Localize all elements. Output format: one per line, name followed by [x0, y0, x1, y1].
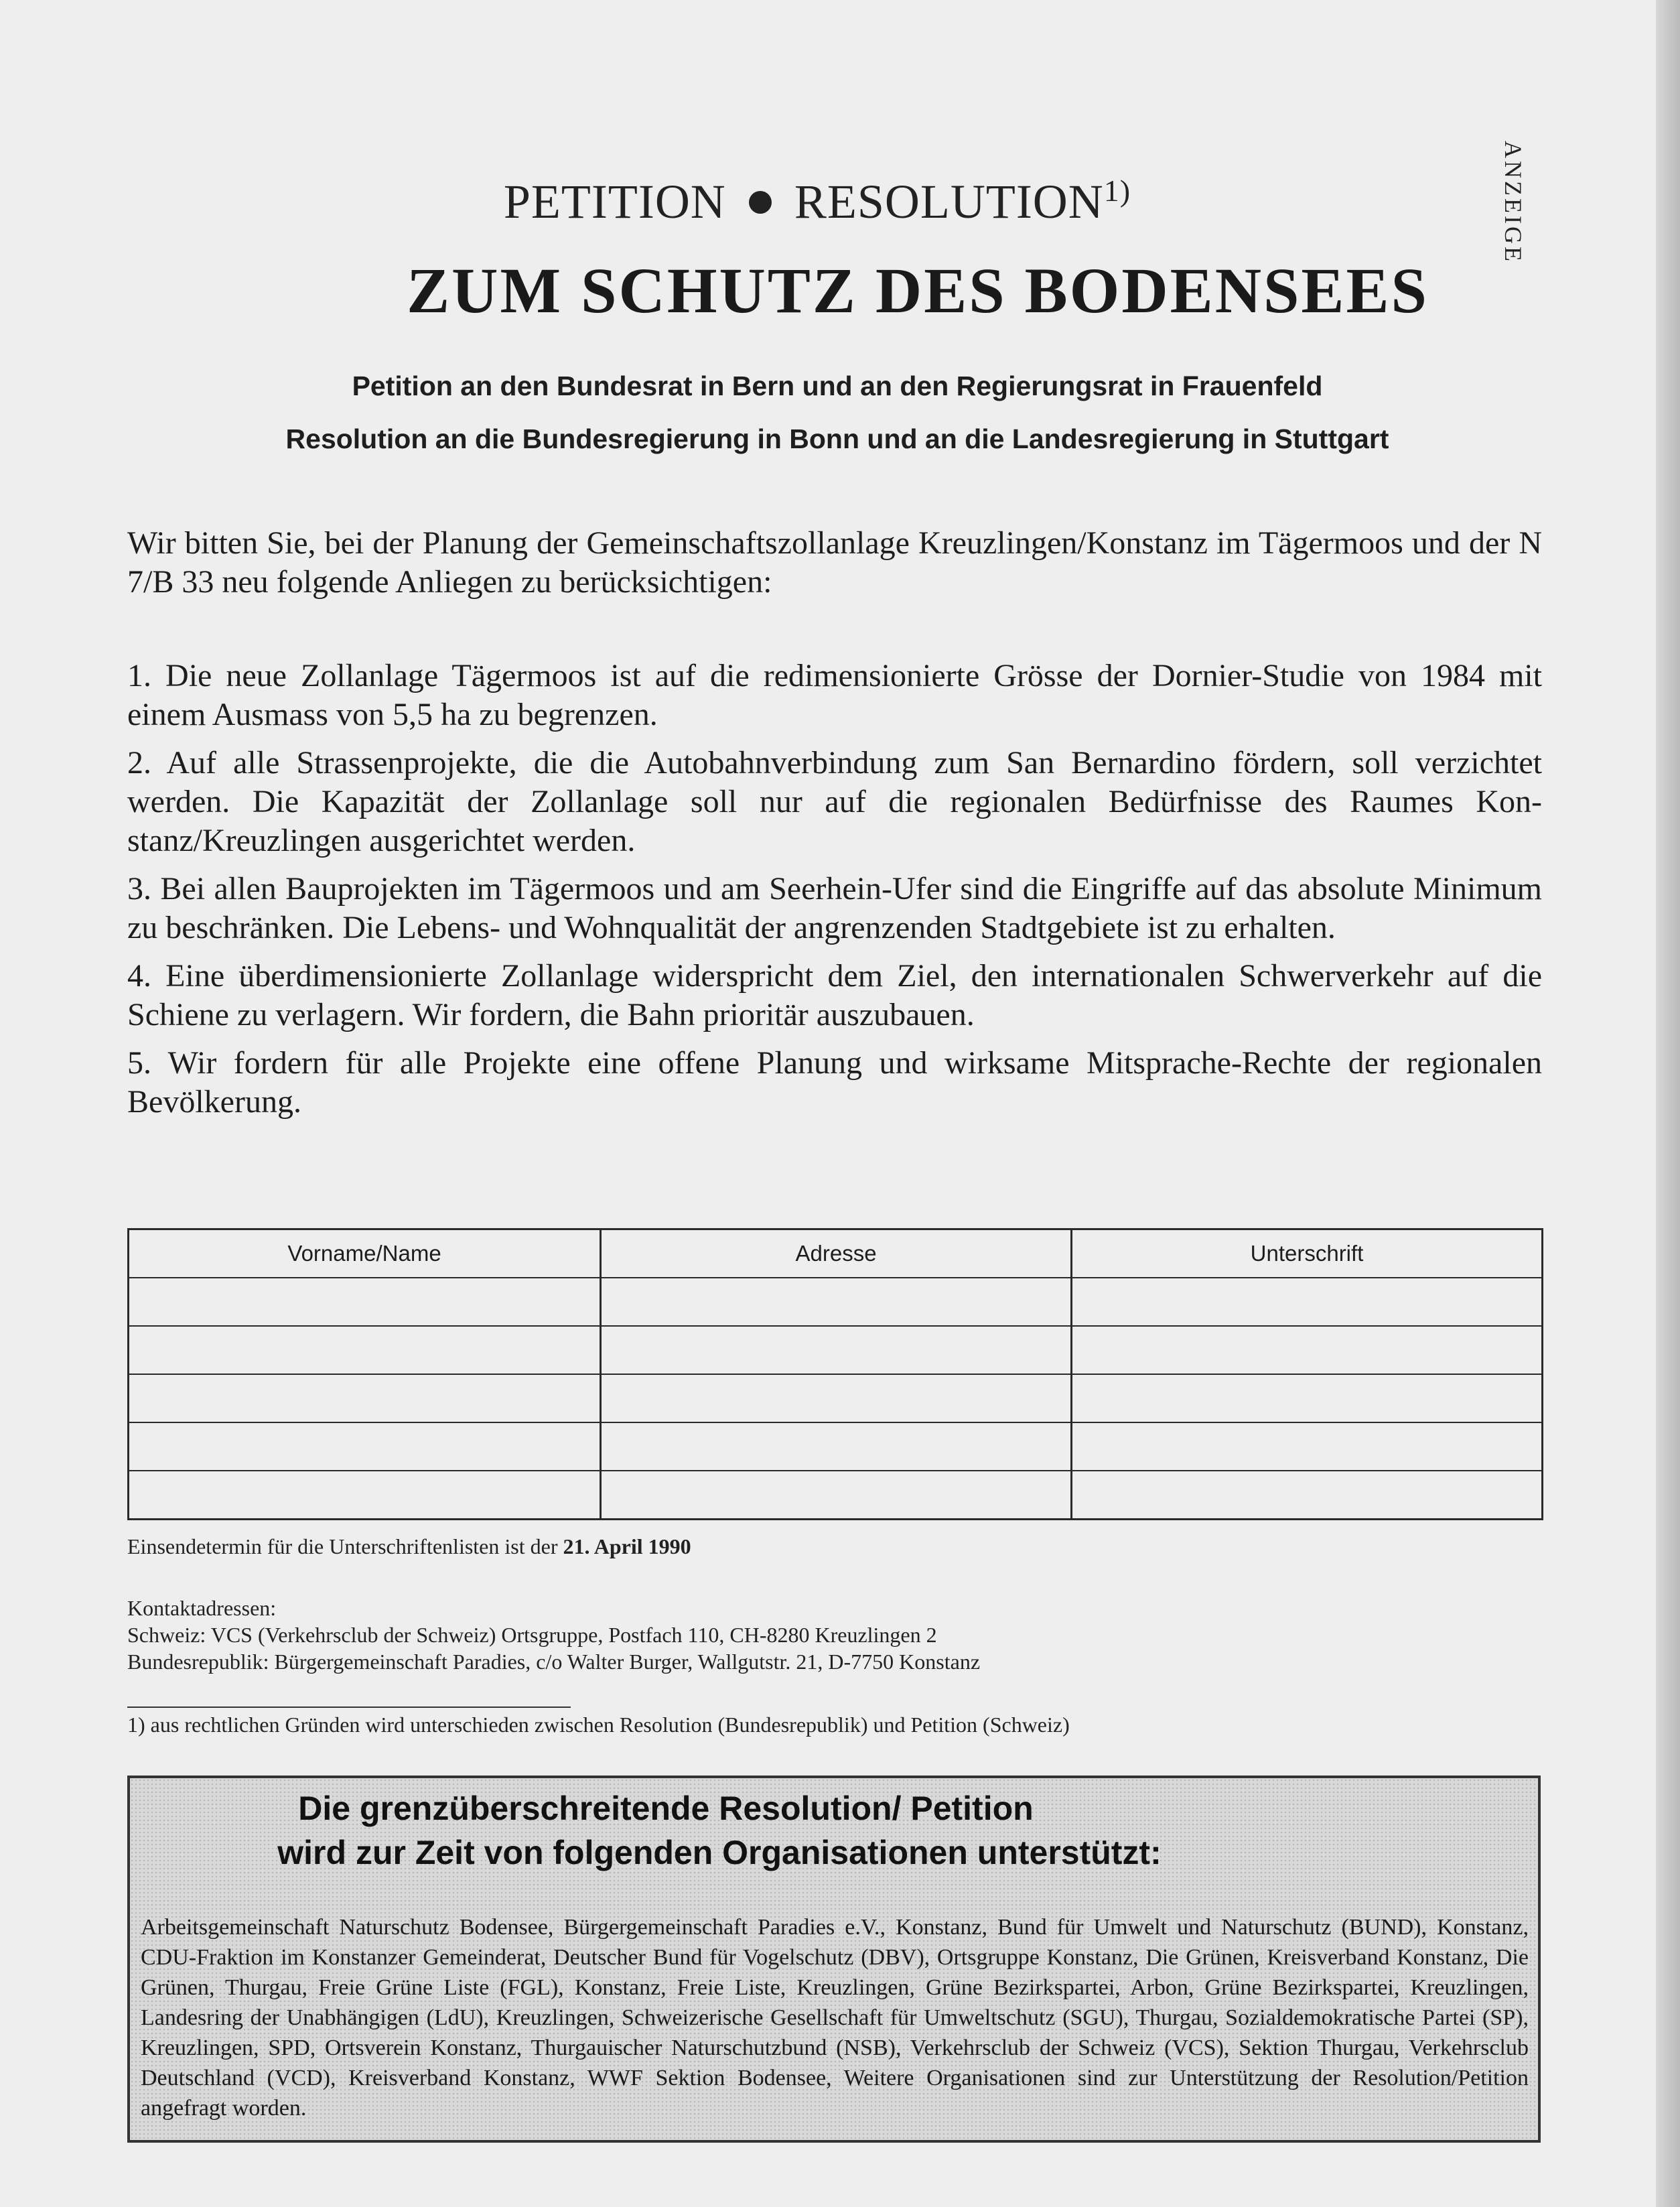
- demand-item-3: 3. Bei allen Bauprojekten im Tägermoos und am Seerhein-Ufer sind die Eingriffe auf das absolute Minimum zu beschränken. Die Lebens- und Wohnqualität der angrenzenden Stadtgebiete ist zu erhalten.: [127, 871, 1542, 945]
- supporters-title-line-1: Die grenzüberschreitende Resolution/ Petition: [298, 1790, 1034, 1827]
- table-row: [129, 1278, 1543, 1326]
- table-row: [129, 1422, 1543, 1471]
- page-title: ZUM SCHUTZ DES BODENSEES: [407, 255, 1429, 326]
- demand-item-5: 5. Wir fordern für alle Projekte eine offene Planung und wirksame Mitsprache-Rechte der regionalen Bevölkerung.: [127, 1045, 1542, 1120]
- supporters-title-line-2: wird zur Zeit von folgenden Organisationen unterstützt:: [277, 1834, 1162, 1871]
- supporters-box: [127, 1776, 1541, 2143]
- contact-addresses: [127, 1595, 980, 1675]
- demand-item-2: 2. Auf alle Strassenprojekte, die die Autobahnverbindung zum San Bernardino fördern, soll verzichtet werden. Die Kapazität der Zollanlage soll nur auf die regionalen Bedürfnisse des Raumes Konstanz/Kreuzlingen ausgerichtet werden.: [127, 745, 1542, 858]
- column-header-signature: Unterschrift: [1072, 1229, 1543, 1278]
- table-row: [129, 1326, 1543, 1374]
- subtitle-resolution: Resolution an die Bundesregierung in Bonn und an die Landesregierung in Stuttgart: [285, 423, 1389, 454]
- bullet-icon: [749, 191, 772, 214]
- table-row: [129, 1374, 1543, 1422]
- demands-list: [127, 657, 1542, 1131]
- kicker-resolution: RESOLUTION: [794, 175, 1104, 228]
- contact-switzerland: Schweiz: VCS (Verkehrsclub der Schweiz) Ortsgruppe, Postfach 110, CH-8280 Kreuzlingen 2: [127, 1623, 937, 1647]
- deadline-note: [127, 1534, 691, 1559]
- signature-cell[interactable]: [1072, 1422, 1543, 1471]
- demand-item-4: 4. Eine überdimensionierte Zollanlage widerspricht dem Ziel, den internationalen Schwerverkehr auf die Schiene zu verlagern. Wir fordern, die Bahn prioritär auszubauen.: [127, 958, 1542, 1032]
- name-cell[interactable]: [129, 1422, 601, 1471]
- footnote-marker: 1): [1103, 174, 1131, 208]
- kicker-petition: PETITION: [503, 175, 726, 228]
- advertisement-label: ANZEIGE: [1500, 141, 1527, 264]
- column-header-name: Vorname/Name: [129, 1229, 601, 1278]
- deadline-text: Einsendetermin für die Unterschriftenlisten ist der: [127, 1534, 563, 1558]
- signature-table: [127, 1228, 1543, 1520]
- footnote-divider: [127, 1707, 571, 1708]
- address-cell[interactable]: [601, 1422, 1072, 1471]
- document-kicker: [0, 173, 1634, 230]
- table-row: [129, 1471, 1543, 1520]
- address-cell[interactable]: [601, 1471, 1072, 1520]
- signature-cell[interactable]: [1072, 1278, 1543, 1326]
- signature-cell[interactable]: [1072, 1374, 1543, 1422]
- signature-cell[interactable]: [1072, 1326, 1543, 1374]
- address-cell[interactable]: [601, 1326, 1072, 1374]
- address-cell[interactable]: [601, 1374, 1072, 1422]
- contact-germany: Bundesrepublik: Bürgergemeinschaft Paradies, c/o Walter Burger, Wallgutstr. 21, D-7750 Konstanz: [127, 1650, 981, 1674]
- intro-paragraph: Wir bitten Sie, bei der Planung der Gemeinschaftszollanlage Kreuzlingen/Konstanz im Tägermoos und der N 7/B 33 neu folgende Anliegen zu berücksichtigen:: [127, 525, 1542, 600]
- contacts-heading: Kontaktadressen:: [127, 1596, 277, 1620]
- demand-item-1: 1. Die neue Zollanlage Tägermoos ist auf die redimensionierte Grösse der Dornier-Studie von 1984 mit einem Ausmass von 5,5 ha zu begrenzen.: [127, 658, 1542, 732]
- name-cell[interactable]: [129, 1278, 601, 1326]
- address-cell[interactable]: [601, 1278, 1072, 1326]
- subtitle-petition: Petition an den Bundesrat in Bern und an den Regierungsrat in Frauenfeld: [352, 371, 1323, 401]
- name-cell[interactable]: [129, 1326, 601, 1374]
- name-cell[interactable]: [129, 1471, 601, 1520]
- column-header-address: Adresse: [601, 1229, 1072, 1278]
- deadline-date: 21. April 1990: [563, 1534, 691, 1558]
- name-cell[interactable]: [129, 1374, 601, 1422]
- signature-table-header: [129, 1229, 1543, 1278]
- footnote: 1) aus rechtlichen Gründen wird unterschieden zwischen Resolution (Bundesrepublik) und Petition (Schweiz): [127, 1713, 1070, 1737]
- supporters-list: Arbeitsgemeinschaft Naturschutz Bodensee, Bürgergemeinschaft Paradies e.V., Konstanz, Bund für Umwelt und Naturschutz (BUND), Konstanz, CDU-Fraktion im Konstanzer Gemeinderat, Deutscher Bund für Vogelschutz (DBV), Ortsgruppe Konstanz, Die Grünen, Kreisverband Konstanz, Die Grünen, Thurgau, Freie Grüne Liste (FGL), Konstanz, Freie Liste, Kreuzlingen, Grüne Bezirkspartei, Arbon, Grüne Bezirkspartei, Kreuzlingen, Landesring der Unabhängigen (LdU), Kreuzlingen, Schweizerische Gesellschaft für Umweltschutz (SGU), Thurgau, Sozialdemokratische Partei (SP), Kreuzlingen, SPD, Ortsverein Konstanz, Thurgauischer Naturschutzbund (NSB), Verkehrsclub der Schweiz (VCS), Sektion Thurgau, Verkehrsclub Deutschland (VCD), Kreisverband Konstanz, WWF Sektion Bodensee, Weitere Organisationen sind zur Unterstützung der Resolution/Petition angefragt worden.: [141, 1915, 1529, 2121]
- page-edge-shadow: [1656, 0, 1680, 2207]
- signature-cell[interactable]: [1072, 1471, 1543, 1520]
